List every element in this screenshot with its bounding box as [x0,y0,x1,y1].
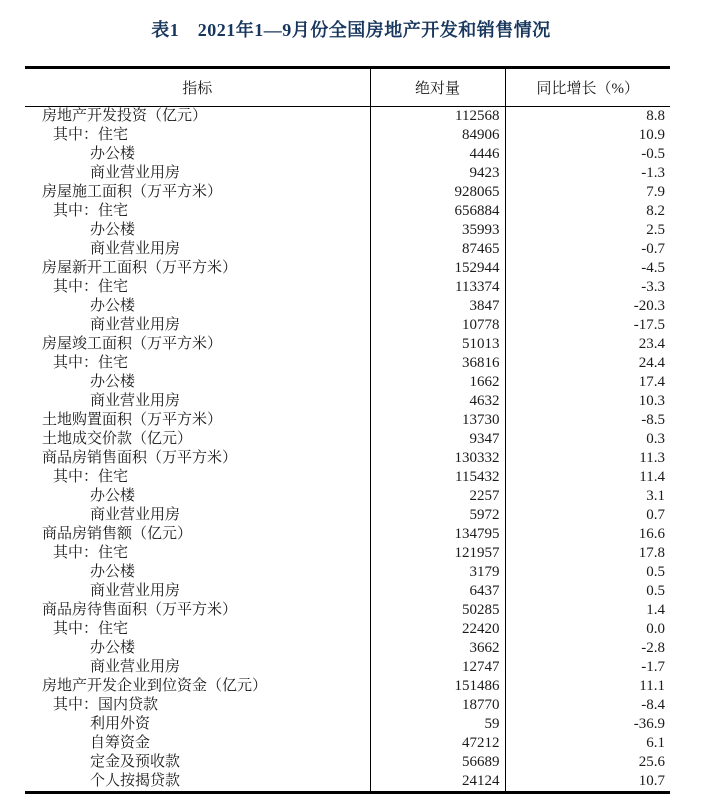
table-row [25,316,670,335]
growth-cell: 7.9 [505,183,670,202]
table-row [25,221,670,240]
growth-cell: 16.6 [505,525,670,544]
table-row [25,297,670,316]
indicator-cell: 其中：住宅 [53,469,129,485]
table-row [25,677,670,696]
indicator-cell: 其中：住宅 [53,545,129,561]
indicator-cell: 商业营业用房 [90,507,181,523]
growth-cell: 23.4 [505,335,670,354]
indicator-cell: 其中：国内贷款 [53,697,159,713]
absolute-value-cell: 4446 [370,145,505,164]
absolute-value-cell: 4632 [370,392,505,411]
indicator-cell: 个人按揭贷款 [90,773,181,789]
absolute-value-cell: 134795 [370,525,505,544]
indicator-cell: 商业营业用房 [90,241,181,257]
absolute-value-cell: 113374 [370,278,505,297]
absolute-value-cell: 56689 [370,753,505,772]
growth-cell: 1.4 [505,601,670,620]
table-row [25,696,670,715]
indicator-cell: 办公楼 [90,146,136,162]
table-row [25,240,670,259]
growth-cell: 3.1 [505,487,670,506]
growth-cell: -1.7 [505,658,670,677]
table-row [25,145,670,164]
indicator-cell: 其中：住宅 [53,279,129,295]
growth-cell: -36.9 [505,715,670,734]
absolute-value-cell: 1662 [370,373,505,392]
growth-cell: 2.5 [505,221,670,240]
table-row [25,715,670,734]
table-row [25,354,670,373]
table-row [25,278,670,297]
absolute-value-cell: 47212 [370,734,505,753]
growth-cell: 10.9 [505,126,670,145]
absolute-value-cell: 2257 [370,487,505,506]
growth-cell: -0.7 [505,240,670,259]
table-row [25,468,670,487]
table-row [25,753,670,772]
column-header-yoy-growth: 同比增长（%） [505,68,670,107]
indicator-cell: 房地产开发投资（亿元） [42,108,208,124]
table-row [25,734,670,753]
indicator-cell: 商业营业用房 [90,583,181,599]
growth-cell: 6.1 [505,734,670,753]
table-row [25,620,670,639]
table-row [25,411,670,430]
growth-cell: 11.4 [505,468,670,487]
table-row [25,525,670,544]
table-row [25,107,670,127]
growth-cell: -2.8 [505,639,670,658]
table-row [25,259,670,278]
absolute-value-cell: 10778 [370,316,505,335]
absolute-value-cell: 3179 [370,563,505,582]
table-row [25,544,670,563]
absolute-value-cell: 656884 [370,202,505,221]
absolute-value-cell: 112568 [370,107,505,127]
growth-cell: 10.7 [505,772,670,793]
growth-cell: 17.8 [505,544,670,563]
indicator-cell: 其中：住宅 [53,355,129,371]
growth-cell: 17.4 [505,373,670,392]
indicator-cell: 定金及预收款 [90,754,181,770]
header-row [25,68,670,107]
absolute-value-cell: 84906 [370,126,505,145]
absolute-value-cell: 36816 [370,354,505,373]
column-header-indicator: 指标 [25,68,370,107]
table-row [25,183,670,202]
indicator-cell: 办公楼 [90,298,136,314]
indicator-cell: 办公楼 [90,222,136,238]
indicator-cell: 利用外资 [90,716,151,732]
indicator-cell: 其中：住宅 [53,127,129,143]
growth-cell: 8.2 [505,202,670,221]
absolute-value-cell: 13730 [370,411,505,430]
table-row [25,487,670,506]
table-row [25,449,670,468]
indicator-cell: 土地购置面积（万平方米） [42,412,223,428]
absolute-value-cell: 18770 [370,696,505,715]
absolute-value-cell: 6437 [370,582,505,601]
growth-cell: 0.0 [505,620,670,639]
absolute-value-cell: 87465 [370,240,505,259]
absolute-value-cell: 59 [370,715,505,734]
table-row [25,601,670,620]
indicator-cell: 办公楼 [90,374,136,390]
indicator-cell: 商业营业用房 [90,317,181,333]
indicator-cell: 自筹资金 [90,735,151,751]
indicator-cell: 商品房销售额（亿元） [42,526,193,542]
absolute-value-cell: 115432 [370,468,505,487]
absolute-value-cell: 928065 [370,183,505,202]
absolute-value-cell: 24124 [370,772,505,793]
absolute-value-cell: 22420 [370,620,505,639]
absolute-value-cell: 12747 [370,658,505,677]
table-row [25,202,670,221]
absolute-value-cell: 9423 [370,164,505,183]
indicator-cell: 办公楼 [90,640,136,656]
growth-cell: 0.5 [505,563,670,582]
indicator-cell: 房屋竣工面积（万平方米） [42,336,223,352]
growth-cell: -20.3 [505,297,670,316]
table-row [25,164,670,183]
growth-cell: 8.8 [505,107,670,127]
growth-cell: -4.5 [505,259,670,278]
indicator-cell: 房地产开发企业到位资金（亿元） [42,678,268,694]
indicator-cell: 其中：住宅 [53,621,129,637]
absolute-value-cell: 9347 [370,430,505,449]
table-row [25,392,670,411]
growth-cell: 11.3 [505,449,670,468]
table-header [25,68,670,107]
indicator-cell: 办公楼 [90,488,136,504]
growth-cell: 24.4 [505,354,670,373]
column-header-absolute-value: 绝对量 [370,68,505,107]
growth-cell: -17.5 [505,316,670,335]
table-row [25,639,670,658]
indicator-cell: 商业营业用房 [90,659,181,675]
table-row [25,658,670,677]
growth-cell: 0.3 [505,430,670,449]
growth-cell: -1.3 [505,164,670,183]
table-row [25,373,670,392]
absolute-value-cell: 151486 [370,677,505,696]
absolute-value-cell: 50285 [370,601,505,620]
growth-cell: -3.3 [505,278,670,297]
indicator-cell: 土地成交价款（亿元） [42,431,193,447]
growth-cell: 25.6 [505,753,670,772]
growth-cell: -8.5 [505,411,670,430]
indicator-cell: 房屋施工面积（万平方米） [42,184,223,200]
indicator-cell: 商业营业用房 [90,393,181,409]
indicator-cell: 商品房待售面积（万平方米） [42,602,238,618]
table-row [25,126,670,145]
table-row [25,335,670,354]
growth-cell: 10.3 [505,392,670,411]
indicator-cell: 房屋新开工面积（万平方米） [42,260,238,276]
table-row [25,563,670,582]
indicator-cell: 其中：住宅 [53,203,129,219]
absolute-value-cell: 5972 [370,506,505,525]
growth-cell: 0.5 [505,582,670,601]
growth-cell: 11.1 [505,677,670,696]
table-row [25,582,670,601]
stats-table [25,66,670,794]
absolute-value-cell: 51013 [370,335,505,354]
table-title: 表1 2021年1—9月份全国房地产开发和销售情况 [151,20,551,40]
table-row [25,506,670,525]
growth-cell: 0.7 [505,506,670,525]
absolute-value-cell: 3662 [370,639,505,658]
growth-cell: -0.5 [505,145,670,164]
indicator-cell: 办公楼 [90,564,136,580]
absolute-value-cell: 121957 [370,544,505,563]
table-row [25,430,670,449]
table-body [25,107,670,793]
indicator-cell: 商业营业用房 [90,165,181,181]
absolute-value-cell: 130332 [370,449,505,468]
absolute-value-cell: 3847 [370,297,505,316]
indicator-cell: 商品房销售面积（万平方米） [42,450,238,466]
table-row [25,772,670,793]
growth-cell: -8.4 [505,696,670,715]
absolute-value-cell: 152944 [370,259,505,278]
absolute-value-cell: 35993 [370,221,505,240]
